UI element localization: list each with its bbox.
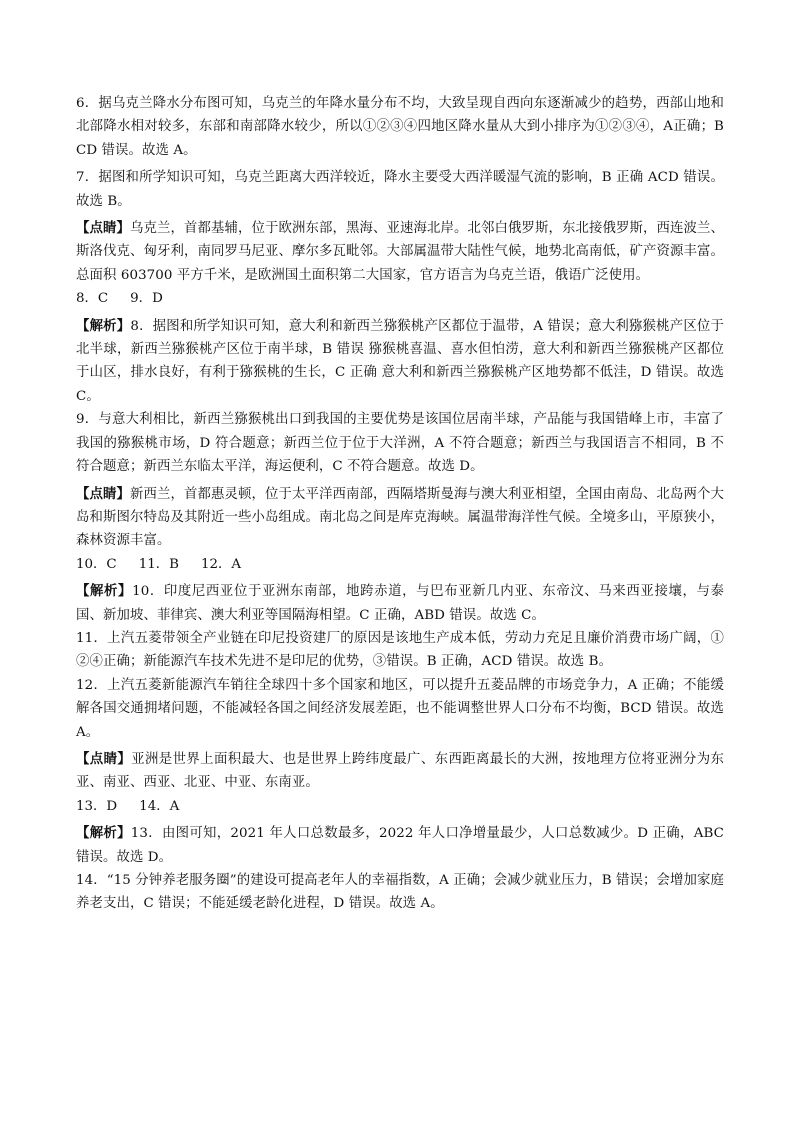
q6-text: 6．据乌克兰降水分布图可知，乌克兰的年降水量分布不均，大致呈现自西向东逐渐减少的趋势，西部山地和北部降水相对较多，东部和南部降水较少，所以①②③④四地区降水量从大到小排序为①②③④，A正确；BCD 错误。故选 A。 [76, 96, 724, 158]
answer-10: 10．C [76, 556, 117, 572]
answer-12: 12．A [200, 556, 242, 572]
analysis-8-text: 8．据图和所学知识可知，意大利和新西兰猕猴桃产区都位于温带，A 错误；意大利猕猴桃产区位于北半球，新西兰猕猴桃产区位于南半球，B 错误 猕猴桃喜温、喜水但怕涝，意大利和新西兰猕猴桃产区都位于山区，排水良好，有利于猕猴桃的生长，C 正确 意大利和新西兰猕猴桃产区地势都不低洼，D 错误。故选 C。 [76, 318, 724, 404]
q6-explanation [76, 92, 724, 162]
answer-13: 13．D [76, 798, 118, 814]
tip-asia-text: 亚洲是世界上面积最大、也是世界上跨纬度最广、东西距离最长的大洲，按地理方位将亚洲分为东亚、南亚、西亚、北亚、中亚、东南亚。 [76, 751, 725, 791]
analysis-11-text: 11．上汽五菱带领全产业链在印尼投资建厂的原因是该地生产成本低，劳动力充足且廉价消费市场广阔，①②④正确；新能源汽车技术先进不是印尼的优势，③错误。B 正确，ACD 错误。故选 B。 [76, 630, 724, 670]
answer-9: 9．D [130, 291, 163, 307]
answers-13-14 [76, 795, 724, 818]
tip-ukraine-text: 乌克兰，首都基辅，位于欧洲东部，黑海、亚速海北岸。北邻白俄罗斯，东北接俄罗斯，西连波兰、斯洛伐克、匈牙利，南同罗马尼亚、摩尔多瓦毗邻。大部属温带大陆性气候，地势北高南低，矿产资源丰富。总面积 603700 平方千米，是欧洲国土面积第二大国家，官方语言为乌克兰语，俄语广泛使用。 [76, 221, 724, 283]
tip-new-zealand-text: 新西兰，首都惠灵顿，位于太平洋西南部，西隔塔斯曼海与澳大利亚相望，全国由南岛、北岛两个大岛和斯图尔特岛及其附近一些小岛组成。南北岛之间是库克海峡。属温带海洋性气候。全境多山，平原狭小，森林资源丰富。 [76, 486, 724, 549]
analysis-10 [76, 580, 724, 627]
answers-10-12 [76, 553, 724, 576]
analysis-10-text: 10．印度尼西亚位于亚洲东南部，地跨赤道，与巴布亚新几内亚、东帝汶、马来西亚接壤，与泰国、新加坡、菲律宾、澳大利亚等国隔海相望。C 正确，ABD 错误。故选 C。 [76, 584, 724, 623]
analysis-12 [76, 674, 724, 744]
analysis-14-text: 14．“15 分钟养老服务圈”的建设可提高老年人的幸福指数，A 正确；会减少就业压力，B 错误；会增加家庭养老支出，C 错误；不能延缓老龄化进程，D 错误。故选 A。 [76, 873, 724, 912]
analysis-tag: 【解析】 [76, 825, 131, 842]
answer-8: 8．C [76, 291, 109, 307]
answer-11: 11．B [138, 556, 179, 572]
tip-ukraine [76, 217, 724, 287]
tip-tag: 【点睛】 [76, 750, 132, 767]
analysis-tag: 【解析】 [76, 583, 133, 600]
analysis-13-text: 13．由图可知，2021 年人口总数最多，2022 年人口净增量最少，人口总数减少。D 正确，ABC 错误。故选 D。 [76, 826, 725, 865]
q7-explanation [76, 166, 724, 213]
analysis-11 [76, 627, 724, 674]
analysis-9 [76, 408, 724, 478]
tip-new-zealand [76, 483, 724, 553]
answer-explanations [76, 92, 724, 916]
tip-tag: 【点睛】 [76, 485, 130, 502]
analysis-14 [76, 869, 724, 916]
analysis-12-text: 12．上汽五菱新能源汽车销往全球四十多个国家和地区，可以提升五菱品牌的市场竞争力，A 正确；不能缓解各国交通拥堵问题，不能减轻各国之间经济发展差距，也不能调整世界人口分布不均衡，BCD 错误。故选 A。 [76, 677, 724, 740]
analysis-tag: 【解析】 [76, 317, 131, 334]
analysis-8 [76, 315, 724, 409]
analysis-9-text: 9．与意大利相比，新西兰猕猴桃出口到我国的主要优势是该国位居南半球，产品能与我国错峰上市，丰富了我国的猕猴桃市场，D 符合题意；新西兰位于位于大洋洲，A 不符合题意；新西兰与我国语言不相同，B 不符合题意；新西兰东临太平洋，海运便利，C 不符合题意。故选 D。 [76, 412, 724, 475]
answer-14: 14．A [139, 798, 180, 814]
tip-tag: 【点睛】 [76, 220, 130, 237]
q7-text: 7．据图和所学知识可知，乌克兰距离大西洋较近，降水主要受大西洋暖湿气流的影响，B 正确 ACD 错误。故选 B。 [76, 170, 724, 209]
analysis-13 [76, 822, 724, 869]
answers-8-9 [76, 287, 724, 310]
tip-asia [76, 748, 724, 795]
